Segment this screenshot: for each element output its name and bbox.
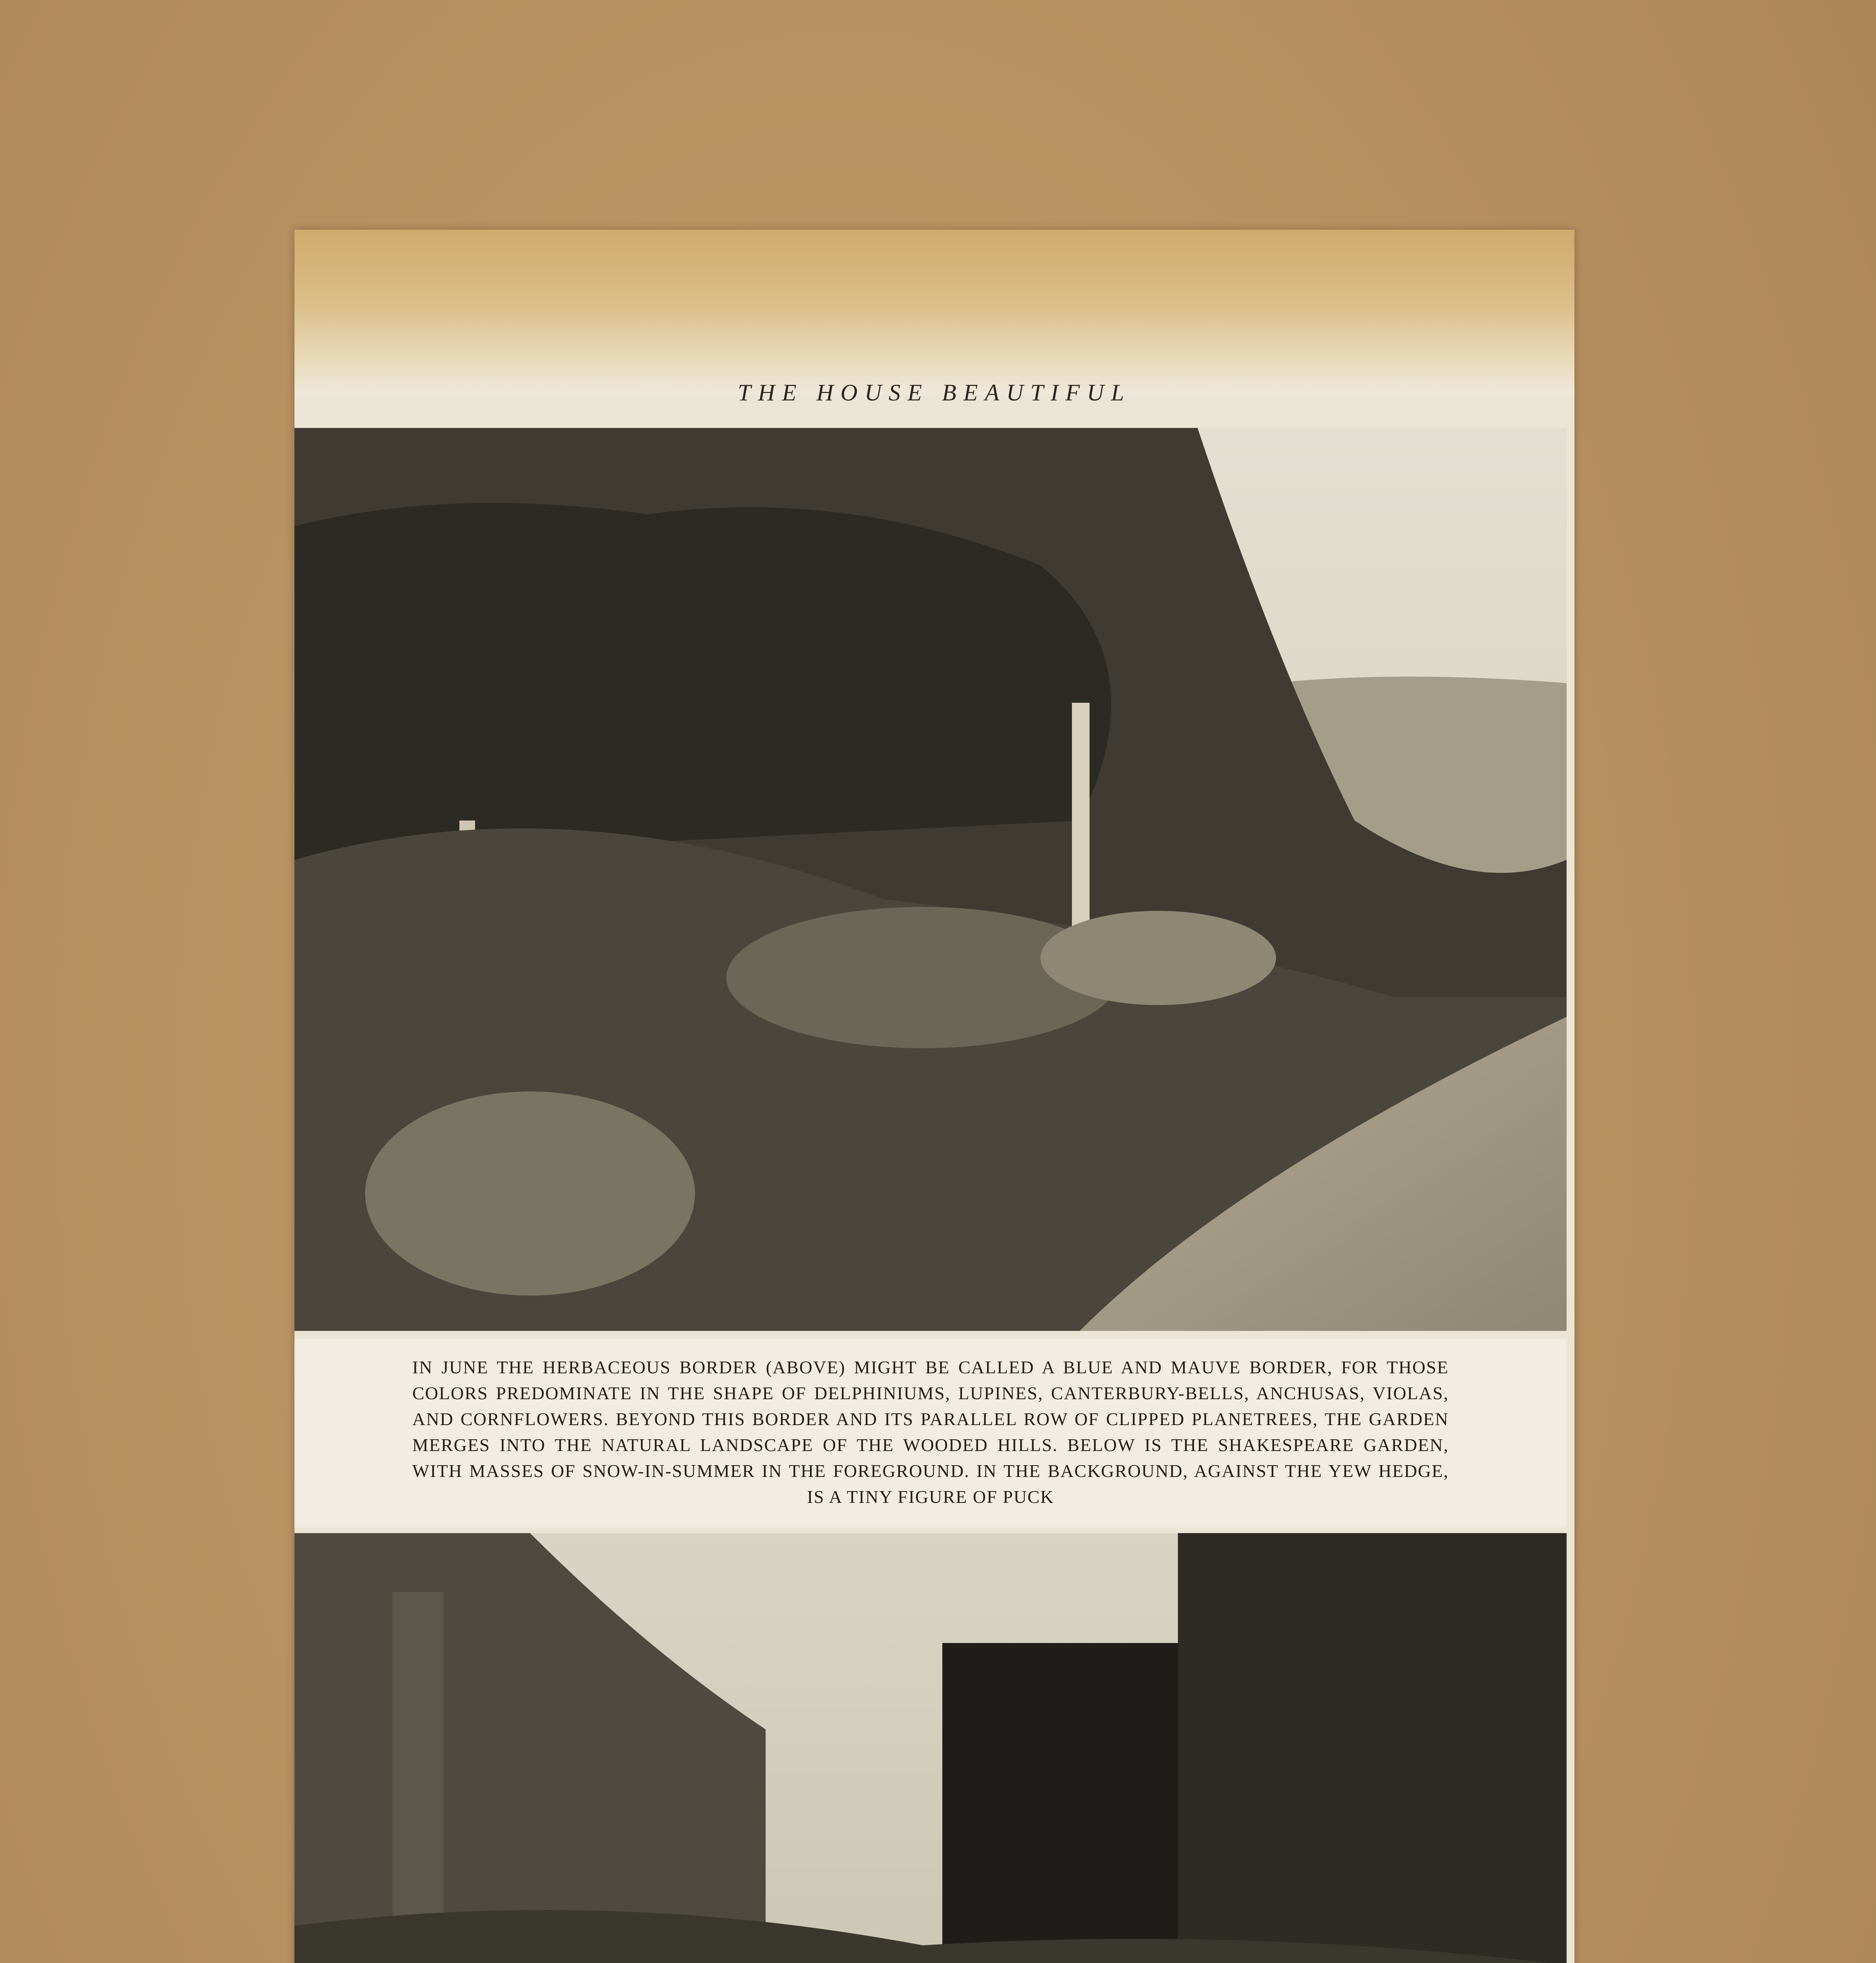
page-title: THE HOUSE BEAUTIFUL (738, 380, 1131, 406)
shakespeare-garden-photo (294, 1533, 1567, 1963)
herbaceous-border-photo (294, 428, 1567, 1331)
magazine-clipping (294, 230, 1574, 1963)
photo-caption: IN JUNE THE HERBACEOUS BORDER (ABOVE) MIGHT BE CALLED A BLUE AND MAUVE BORDER, FOR THOSE COLORS PREDOMINATE IN THE SHAPE OF DELPHINIUMS, LUPINES, CANTERBURY-BELLS, ANCHUSAS, VIOLAS, AND CORNFLOWERS. BEYOND THIS BORDER AND ITS PARALLEL ROW OF CLIPPED PLANETREES, THE GARDEN MERGES INTO THE NATURAL LANDSCAPE OF THE WOODED HILLS. BELOW IS THE SHAKESPEARE GARDEN, WITH MASSES OF SNOW-IN-SUMMER IN THE FOREGROUND. IN THE BACKGROUND, AGAINST THE YEW HEDGE, IS A TINY FIGURE OF PUCK (412, 1357, 1449, 1507)
caption-band (294, 1339, 1567, 1527)
